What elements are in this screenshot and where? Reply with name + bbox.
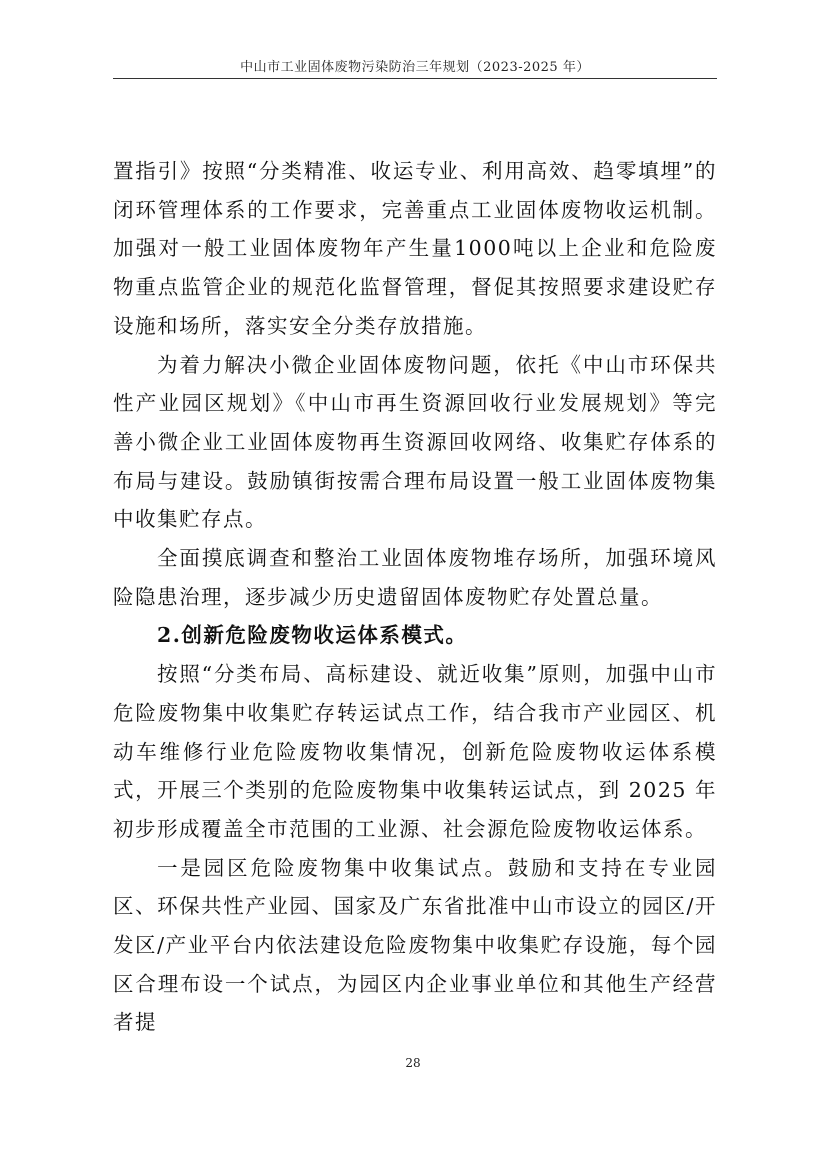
paragraph-park-pilot: 一是园区危险废物集中收集试点。鼓励和支持在专业园区、环保共性产业园、国家及广东省批准中山市设立的园区/开发区/产业平台内依法建设危险废物集中收集贮存设施，每个园区合理布设一个试点，为园区内企业事业单位和其他生产经营者提 — [113, 855, 717, 1035]
document-body — [113, 152, 717, 1042]
paragraph-small-enterprises: 为着力解决小微企业固体废物问题，依托《中山市环保共性产业园区规划》《中山市再生资源回收行业发展规划》等完善小微企业工业固体废物再生资源回收网络、收集贮存体系的布局与建设。鼓励镇街按需合理布局设置一般工业固体废物集中收集贮存点。 — [113, 352, 717, 532]
page-header-title: 中山市工业固体废物污染防治三年规划（2023-2025 年） — [240, 60, 590, 75]
paragraph-collection-principles: 按照“分类布局、高标建设、就近收集”原则，加强中山市危险废物集中收集贮存转运试点工作，结合我市产业园区、机动车维修行业危险废物收集情况，创新危险废物收运体系模式，开展三个类别的危险废物集中收集转运试点，到 2025 年初步形成覆盖全市范围的工业源、社会源危险废物收运体系。 — [113, 662, 717, 841]
paragraph-storage-sites: 全面摸底调查和整治工业固体废物堆存场所，加强环境风险隐患治理，逐步减少历史遗留固体废物贮存处置总量。 — [113, 546, 717, 609]
page-number: 28 — [405, 1056, 421, 1070]
paragraph-continued: 置指引》按照“分类精准、收运专业、利用高效、趋零填埋”的闭环管理体系的工作要求，完善重点工业固体废物收运机制。加强对一般工业固体废物年产生量1000吨以上企业和危险废物重点监管企业的规范化监督管理，督促其按照要求建设贮存设施和场所，落实安全分类存放措施。 — [113, 159, 717, 338]
section-heading: 2.创新危险废物收运体系模式。 — [157, 623, 468, 648]
header-divider — [113, 78, 717, 79]
